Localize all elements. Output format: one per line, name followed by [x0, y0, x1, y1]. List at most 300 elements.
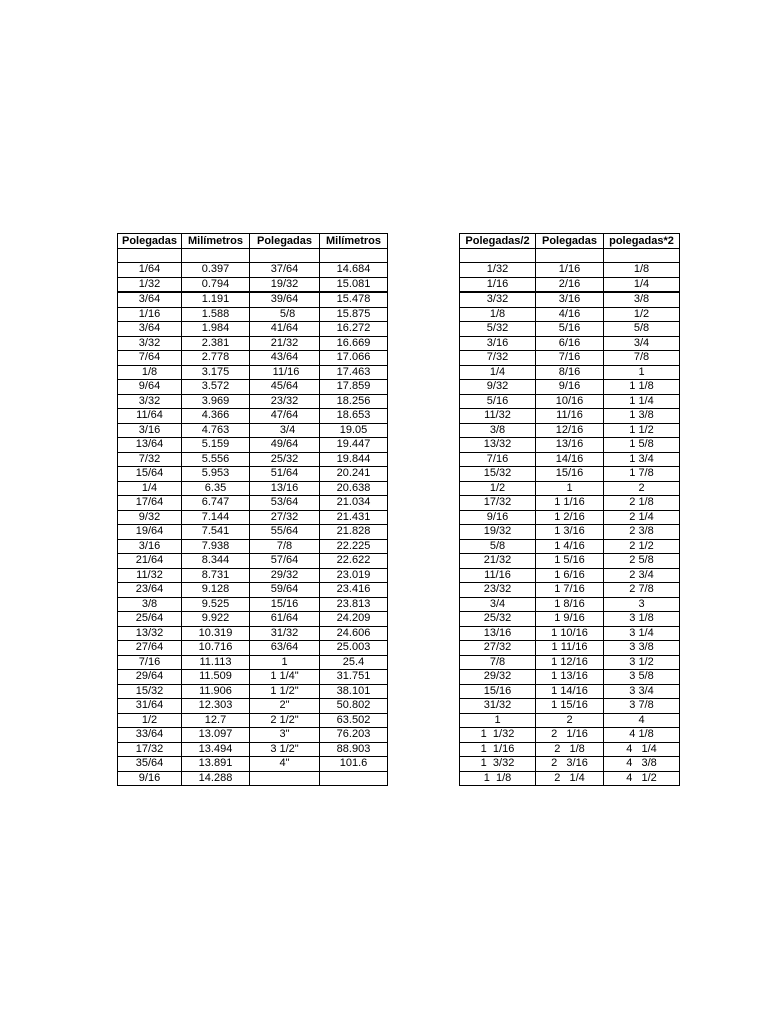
- table-cell: 13.494: [182, 742, 250, 757]
- table-row: [460, 307, 680, 322]
- table-cell: 61/64: [250, 612, 320, 627]
- table-cell: 13.097: [182, 728, 250, 743]
- table-cell: 1 1/8: [604, 380, 680, 395]
- table-cell: 3.969: [182, 394, 250, 409]
- table-cell: 11/64: [118, 409, 182, 424]
- header-cell: Polegadas: [536, 234, 604, 249]
- table-cell: 1 3/16: [536, 525, 604, 540]
- table-cell: 1 5/16: [536, 554, 604, 569]
- table-cell: 1 2/16: [536, 510, 604, 525]
- table-row: [460, 409, 680, 424]
- empty-cell: [460, 249, 536, 263]
- table-cell: 23.813: [320, 597, 388, 612]
- table-cell: 1/8: [460, 307, 536, 322]
- table-row: [460, 496, 680, 511]
- table-cell: 12.303: [182, 699, 250, 714]
- header-cell: Milímetros: [182, 234, 250, 249]
- header-row: [118, 234, 388, 249]
- table-cell: 2 7/8: [604, 583, 680, 598]
- table-cell: 4.763: [182, 423, 250, 438]
- table-cell: 3/8: [460, 423, 536, 438]
- table-cell: 7.938: [182, 539, 250, 554]
- table-row: [460, 626, 680, 641]
- table-cell: 5.159: [182, 438, 250, 453]
- empty-cell: [182, 249, 250, 263]
- table-cell: 5/8: [604, 322, 680, 337]
- table-cell: 1/32: [118, 277, 182, 292]
- table-cell: 2": [250, 699, 320, 714]
- table-row: [460, 423, 680, 438]
- table-row: [118, 641, 388, 656]
- table-row: [118, 336, 388, 351]
- table-cell: 5/16: [460, 394, 536, 409]
- table-cell: 33/64: [118, 728, 182, 743]
- table-cell: 13/32: [460, 438, 536, 453]
- header-cell: polegadas*2: [604, 234, 680, 249]
- table-cell: 2.778: [182, 351, 250, 366]
- table-cell: 2 1/2: [604, 539, 680, 554]
- empty-cell: [118, 249, 182, 263]
- table-cell: 0.794: [182, 277, 250, 292]
- header-cell: Milímetros: [320, 234, 388, 249]
- table-cell: 23.019: [320, 568, 388, 583]
- table-row: [460, 336, 680, 351]
- table-cell: 7/8: [250, 539, 320, 554]
- table-cell: 4": [250, 757, 320, 772]
- table-row: [118, 423, 388, 438]
- table-cell: 7/8: [604, 351, 680, 366]
- table-cell: 15/16: [460, 684, 536, 699]
- table-cell: 37/64: [250, 263, 320, 278]
- table-cell: 15/16: [250, 597, 320, 612]
- table-cell: 5/8: [250, 307, 320, 322]
- table-cell: 29/64: [118, 670, 182, 685]
- table-row: [460, 612, 680, 627]
- table-cell: 1/8: [118, 365, 182, 380]
- table-cell: 29/32: [250, 568, 320, 583]
- table-cell: 38.101: [320, 684, 388, 699]
- table-cell: 3/4: [460, 597, 536, 612]
- table-cell: 18.653: [320, 409, 388, 424]
- table-row: [460, 670, 680, 685]
- table-cell: 23/64: [118, 583, 182, 598]
- table-cell: 3/32: [118, 336, 182, 351]
- table-cell: 16.669: [320, 336, 388, 351]
- table-cell: 2.381: [182, 336, 250, 351]
- table-row: [118, 394, 388, 409]
- table-cell: 3/16: [460, 336, 536, 351]
- table-cell: 0.397: [182, 263, 250, 278]
- empty-cell: [320, 249, 388, 263]
- table-cell: 1 5/8: [604, 438, 680, 453]
- table-cell: 1 12/16: [536, 655, 604, 670]
- table-row: [460, 771, 680, 786]
- table-cell: 15.875: [320, 307, 388, 322]
- empty-cell: [250, 249, 320, 263]
- table-cell: 1/4: [118, 481, 182, 496]
- table-cell: 21.431: [320, 510, 388, 525]
- table-cell: 9/32: [118, 510, 182, 525]
- table-row: [460, 742, 680, 757]
- table-cell: 4/16: [536, 307, 604, 322]
- table-cell: 19.844: [320, 452, 388, 467]
- table-cell: 2/16: [536, 277, 604, 292]
- table-cell: 55/64: [250, 525, 320, 540]
- table-cell: 3 5/8: [604, 670, 680, 685]
- table-cell: 13/16: [250, 481, 320, 496]
- table-cell: 1.191: [182, 292, 250, 307]
- table-cell: 13.891: [182, 757, 250, 772]
- table-cell: 2 3/16: [536, 757, 604, 772]
- table-cell: 1 7/16: [536, 583, 604, 598]
- table-cell: 21/32: [460, 554, 536, 569]
- table-cell: 9/32: [460, 380, 536, 395]
- table-cell: 1 14/16: [536, 684, 604, 699]
- table-cell: 21/64: [118, 554, 182, 569]
- table-cell: [320, 771, 388, 786]
- table-cell: 1 1/16: [536, 496, 604, 511]
- table-row: [118, 496, 388, 511]
- table-cell: 24.606: [320, 626, 388, 641]
- table-cell: 1 8/16: [536, 597, 604, 612]
- table-cell: 1 3/8: [604, 409, 680, 424]
- table-cell: 21.828: [320, 525, 388, 540]
- table-row: [460, 365, 680, 380]
- table-row: [460, 292, 680, 307]
- table-row: [460, 481, 680, 496]
- table-cell: 29/32: [460, 670, 536, 685]
- table-cell: 8.731: [182, 568, 250, 583]
- table-cell: 1 6/16: [536, 568, 604, 583]
- table-cell: 11.509: [182, 670, 250, 685]
- table-cell: 3/16: [118, 539, 182, 554]
- table-row: [460, 655, 680, 670]
- table-cell: 3/8: [118, 597, 182, 612]
- inch-mm-conversion-table: [117, 233, 388, 786]
- table-cell: 19.05: [320, 423, 388, 438]
- table-row: [460, 467, 680, 482]
- table-cell: 3 1/2": [250, 742, 320, 757]
- table-cell: 11/32: [460, 409, 536, 424]
- table-cell: 25/64: [118, 612, 182, 627]
- table-cell: 7/64: [118, 351, 182, 366]
- table-cell: 16.272: [320, 322, 388, 337]
- table-row: [460, 263, 680, 278]
- table-cell: 11/16: [460, 568, 536, 583]
- table-cell: 21.034: [320, 496, 388, 511]
- table-cell: 88.903: [320, 742, 388, 757]
- table-row: [460, 699, 680, 714]
- table-cell: 13/32: [118, 626, 182, 641]
- table-cell: 21/32: [250, 336, 320, 351]
- table-cell: 3/32: [118, 394, 182, 409]
- table-cell: 2 1/16: [536, 728, 604, 743]
- table-row: [118, 438, 388, 453]
- table-row: [118, 771, 388, 786]
- table-cell: 17.463: [320, 365, 388, 380]
- table-cell: 22.225: [320, 539, 388, 554]
- table-cell: 1 7/8: [604, 467, 680, 482]
- table-row: [460, 728, 680, 743]
- table-row: [118, 539, 388, 554]
- table-cell: 47/64: [250, 409, 320, 424]
- table-cell: 3: [604, 597, 680, 612]
- table-cell: 31.751: [320, 670, 388, 685]
- header-cell: Polegadas/2: [460, 234, 536, 249]
- table-cell: 15/32: [118, 684, 182, 699]
- table-cell: 101.6: [320, 757, 388, 772]
- table-cell: 9.922: [182, 612, 250, 627]
- table-cell: 14.288: [182, 771, 250, 786]
- table-cell: 11.113: [182, 655, 250, 670]
- table-cell: 23.416: [320, 583, 388, 598]
- table-cell: 9/16: [460, 510, 536, 525]
- table-cell: 1 1/16: [460, 742, 536, 757]
- table-row: [118, 365, 388, 380]
- table-cell: 7/16: [118, 655, 182, 670]
- table-row: [118, 263, 388, 278]
- table-cell: 1/16: [118, 307, 182, 322]
- table-cell: 11/16: [536, 409, 604, 424]
- table-cell: 7/32: [118, 452, 182, 467]
- table-cell: 17/64: [118, 496, 182, 511]
- table-cell: 2: [536, 713, 604, 728]
- table-cell: 10/16: [536, 394, 604, 409]
- table-cell: 14/16: [536, 452, 604, 467]
- table-cell: 15/16: [536, 467, 604, 482]
- table-cell: 15/64: [118, 467, 182, 482]
- table-row: [118, 742, 388, 757]
- table-row: [460, 684, 680, 699]
- table-row: [118, 409, 388, 424]
- table-cell: 5/8: [460, 539, 536, 554]
- table-cell: 4 3/8: [604, 757, 680, 772]
- table-cell: 3 1/8: [604, 612, 680, 627]
- table-cell: 1: [536, 481, 604, 496]
- table-cell: 12/16: [536, 423, 604, 438]
- empty-cell: [604, 249, 680, 263]
- table-cell: 2 1/8: [604, 496, 680, 511]
- table-cell: 1: [604, 365, 680, 380]
- table-cell: 20.638: [320, 481, 388, 496]
- table-cell: 27/32: [250, 510, 320, 525]
- table-cell: 13/16: [536, 438, 604, 453]
- table-cell: 19/32: [460, 525, 536, 540]
- table-cell: 1: [460, 713, 536, 728]
- table-cell: 63.502: [320, 713, 388, 728]
- table-row: [118, 655, 388, 670]
- table-cell: 51/64: [250, 467, 320, 482]
- table-row: [118, 757, 388, 772]
- table-cell: 1 4/16: [536, 539, 604, 554]
- table-cell: 1 1/2: [604, 423, 680, 438]
- table-cell: 39/64: [250, 292, 320, 307]
- left-table-body: [118, 249, 388, 786]
- table-cell: 9.128: [182, 583, 250, 598]
- table-row: [118, 554, 388, 569]
- table-row: [460, 277, 680, 292]
- header-row: [460, 234, 680, 249]
- table-cell: 1 13/16: [536, 670, 604, 685]
- table-row: [118, 525, 388, 540]
- table-cell: 2 3/8: [604, 525, 680, 540]
- table-cell: 27/32: [460, 641, 536, 656]
- table-cell: 59/64: [250, 583, 320, 598]
- table-cell: 7.541: [182, 525, 250, 540]
- table-cell: 5.556: [182, 452, 250, 467]
- table-cell: 10.716: [182, 641, 250, 656]
- empty-cell: [536, 249, 604, 263]
- table-cell: 10.319: [182, 626, 250, 641]
- table-cell: 1.588: [182, 307, 250, 322]
- header-cell: Polegadas: [118, 234, 182, 249]
- table-row: [460, 597, 680, 612]
- table-cell: 3.175: [182, 365, 250, 380]
- table-cell: 25/32: [250, 452, 320, 467]
- table-row: [460, 510, 680, 525]
- table-cell: 2 1/8: [536, 742, 604, 757]
- table-cell: 19/64: [118, 525, 182, 540]
- spacer-row: [118, 249, 388, 263]
- table-cell: 18.256: [320, 394, 388, 409]
- table-cell: 5.953: [182, 467, 250, 482]
- table-cell: 3 1/2: [604, 655, 680, 670]
- table-cell: 7/8: [460, 655, 536, 670]
- table-cell: 2 5/8: [604, 554, 680, 569]
- table-cell: 53/64: [250, 496, 320, 511]
- table-row: [460, 452, 680, 467]
- table-cell: 3/8: [604, 292, 680, 307]
- table-cell: 19/32: [250, 277, 320, 292]
- table-cell: 4: [604, 713, 680, 728]
- table-cell: 3 3/8: [604, 641, 680, 656]
- table-row: [118, 699, 388, 714]
- table-row: [118, 713, 388, 728]
- table-cell: 13/64: [118, 438, 182, 453]
- table-row: [118, 351, 388, 366]
- table-cell: 1 1/4": [250, 670, 320, 685]
- table-cell: 1/16: [536, 263, 604, 278]
- table-row: [118, 322, 388, 337]
- table-cell: 3/16: [536, 292, 604, 307]
- table-row: [460, 641, 680, 656]
- table-row: [460, 713, 680, 728]
- table-cell: 5/16: [536, 322, 604, 337]
- table-cell: 7.144: [182, 510, 250, 525]
- table-cell: 8/16: [536, 365, 604, 380]
- fraction-multiples-table: [459, 233, 680, 786]
- table-row: [118, 626, 388, 641]
- table-cell: 2: [604, 481, 680, 496]
- table-cell: 12.7: [182, 713, 250, 728]
- table-row: [118, 467, 388, 482]
- table-cell: 3 3/4: [604, 684, 680, 699]
- table-row: [118, 277, 388, 292]
- table-row: [118, 728, 388, 743]
- table-cell: 3/4: [604, 336, 680, 351]
- table-cell: 19.447: [320, 438, 388, 453]
- table-cell: 7/32: [460, 351, 536, 366]
- table-cell: 1 15/16: [536, 699, 604, 714]
- table-row: [118, 292, 388, 307]
- table-cell: 1 1/2": [250, 684, 320, 699]
- table-cell: 17/32: [460, 496, 536, 511]
- table-cell: 1 9/16: [536, 612, 604, 627]
- table-cell: 1/2: [604, 307, 680, 322]
- table-cell: 17.066: [320, 351, 388, 366]
- table-cell: 4.366: [182, 409, 250, 424]
- table-cell: 1 11/16: [536, 641, 604, 656]
- table-cell: 1 3/32: [460, 757, 536, 772]
- table-cell: 1/16: [460, 277, 536, 292]
- table-cell: 2 3/4: [604, 568, 680, 583]
- table-cell: 76.203: [320, 728, 388, 743]
- table-cell: 3 1/4: [604, 626, 680, 641]
- table-cell: 9.525: [182, 597, 250, 612]
- table-row: [460, 322, 680, 337]
- table-cell: 4 1/4: [604, 742, 680, 757]
- table-cell: 1/4: [604, 277, 680, 292]
- table-cell: 6/16: [536, 336, 604, 351]
- table-cell: 1.984: [182, 322, 250, 337]
- table-cell: 1 1/4: [604, 394, 680, 409]
- table-row: [460, 351, 680, 366]
- table-row: [118, 612, 388, 627]
- table-cell: 63/64: [250, 641, 320, 656]
- table-row: [118, 568, 388, 583]
- table-row: [118, 510, 388, 525]
- table-cell: 50.802: [320, 699, 388, 714]
- table-cell: 1 3/4: [604, 452, 680, 467]
- table-cell: 31/64: [118, 699, 182, 714]
- table-row: [460, 525, 680, 540]
- table-cell: 15.478: [320, 292, 388, 307]
- table-cell: 14.684: [320, 263, 388, 278]
- right-table-body: [460, 249, 680, 786]
- table-cell: 8.344: [182, 554, 250, 569]
- table-cell: 3": [250, 728, 320, 743]
- table-cell: 1/8: [604, 263, 680, 278]
- table-cell: 6.35: [182, 481, 250, 496]
- table-cell: [250, 771, 320, 786]
- header-cell: Polegadas: [250, 234, 320, 249]
- table-cell: 9/16: [536, 380, 604, 395]
- table-row: [460, 380, 680, 395]
- table-cell: 43/64: [250, 351, 320, 366]
- table-cell: 1 1/8: [460, 771, 536, 786]
- table-cell: 45/64: [250, 380, 320, 395]
- table-cell: 11/32: [118, 568, 182, 583]
- table-cell: 2 1/2": [250, 713, 320, 728]
- table-cell: 35/64: [118, 757, 182, 772]
- table-cell: 15/32: [460, 467, 536, 482]
- table-cell: 3/64: [118, 322, 182, 337]
- table-row: [118, 481, 388, 496]
- table-cell: 13/16: [460, 626, 536, 641]
- table-cell: 31/32: [250, 626, 320, 641]
- table-cell: 25.4: [320, 655, 388, 670]
- table-cell: 1/2: [118, 713, 182, 728]
- table-cell: 1/4: [460, 365, 536, 380]
- table-row: [460, 554, 680, 569]
- table-cell: 23/32: [460, 583, 536, 598]
- table-row: [118, 583, 388, 598]
- table-row: [118, 307, 388, 322]
- table-cell: 4 1/2: [604, 771, 680, 786]
- table-cell: 22.622: [320, 554, 388, 569]
- table-cell: 1/32: [460, 263, 536, 278]
- table-cell: 23/32: [250, 394, 320, 409]
